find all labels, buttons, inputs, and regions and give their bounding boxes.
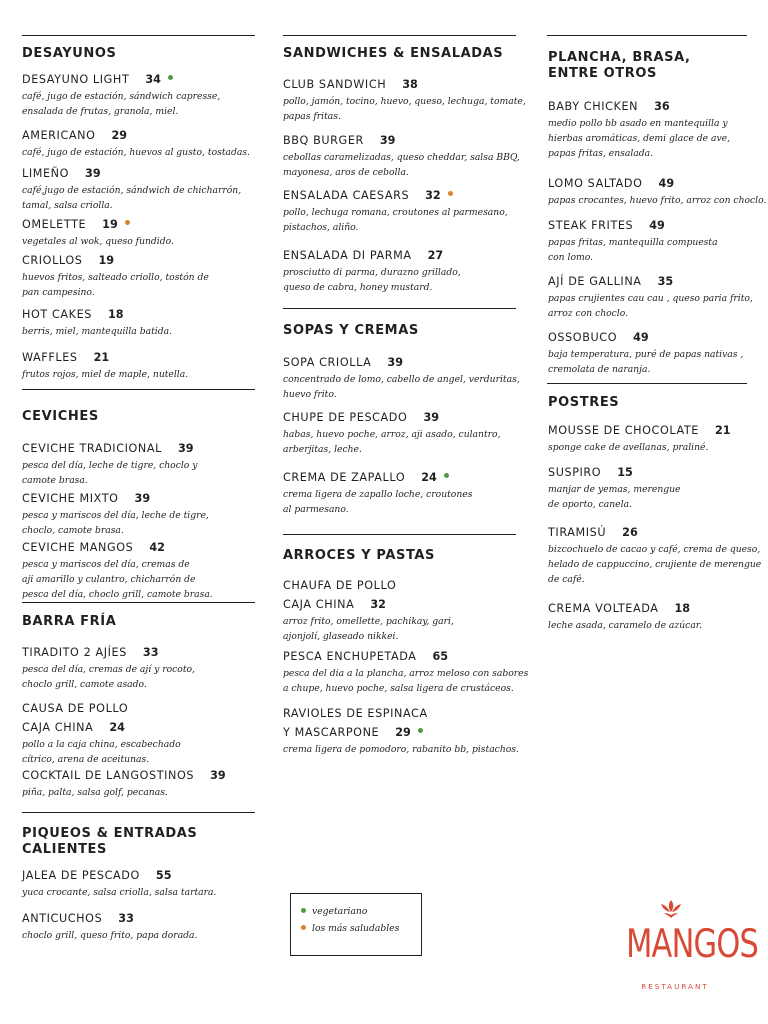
item-price: 32 (370, 598, 386, 611)
item-name: BBQ BURGER (283, 134, 364, 147)
menu-item (22, 697, 181, 767)
vegetarian-dot-icon (448, 191, 453, 196)
menu-item (22, 124, 250, 160)
item-name: LIMEÑO (22, 167, 70, 180)
menu-item (22, 68, 220, 119)
item-name: JALEA DE PESCADO (22, 869, 140, 882)
item-price: 27 (427, 249, 444, 262)
divider (547, 383, 747, 384)
menu-item (548, 270, 753, 321)
item-name: CLUB SANDWICH (283, 78, 387, 91)
item-description: pollo a la caja china, escabechado cítrico, arena de aceitunas. (22, 739, 181, 765)
item-description: cebollas caramelizadas, queso cheddar, salsa BBQ, mayonesa, aros de cebolla. (283, 152, 520, 178)
divider (22, 812, 255, 813)
menu-item (283, 244, 461, 295)
item-name: DESAYUNO LIGHT (22, 73, 130, 86)
item-name: CREMA DE ZAPALLO (283, 471, 406, 484)
section-title-piqueos: PIQUEOS & ENTRADAS CALIENTES (22, 826, 198, 857)
item-description: huevos fritos, salteado criollo, tostón de pan campesino. (22, 272, 209, 298)
item-name: CHUPE DE PESCADO (283, 411, 408, 424)
item-price: 49 (633, 331, 649, 344)
item-price: 29 (111, 129, 128, 142)
section-title-ceviches: CEVICHES (22, 409, 99, 424)
menu-item (22, 907, 197, 943)
item-description: papas crujientes cau cau , queso paria frito, arroz con choclo. (548, 293, 753, 319)
item-price: 15 (617, 466, 633, 479)
item-price: 39 (210, 769, 226, 782)
item-price: 55 (155, 869, 172, 882)
vegetarian-dot-icon (301, 908, 306, 913)
item-description: piña, palta, salsa golf, pecanas. (22, 787, 168, 798)
item-price: 49 (649, 219, 665, 232)
menu-item (22, 641, 195, 692)
item-name: PESCA ENCHUPETADA (283, 650, 417, 663)
item-price: 39 (423, 411, 440, 424)
menu-item (22, 346, 188, 382)
healthy-dot-icon (168, 75, 173, 80)
section-title-postres: POSTRES (548, 395, 620, 410)
item-name: ENSALADA CAESARS (283, 189, 410, 202)
item-name: CREMA VOLTEADA (548, 602, 659, 615)
menu-item (548, 419, 731, 455)
item-description: choclo grill, queso frito, papa dorada. (22, 930, 198, 941)
item-name: CAUSA DE POLLO CAJA CHINA (22, 702, 129, 734)
item-price: 19 (98, 254, 115, 267)
item-description: yuca crocante, salsa criolla, salsa tartara. (22, 887, 217, 898)
section-title-sandwiches: SANDWICHES & ENSALADAS (283, 46, 504, 61)
menu-item (283, 73, 526, 124)
section-title-plancha: PLANCHA, BRASA, ENTRE OTROS (548, 50, 691, 81)
menu-item (22, 213, 174, 249)
logo-wordmark: MANGOS (626, 922, 759, 967)
menu-item (283, 184, 508, 235)
item-description: pesca del día, leche de tigre, choclo y camote brasa. (22, 460, 198, 486)
menu-item (22, 487, 209, 538)
menu-item (548, 521, 761, 587)
healthy-dot-icon (301, 925, 306, 930)
logo-subtitle: RESTAURANT (641, 982, 709, 991)
menu-item (22, 303, 172, 339)
menu-item (548, 461, 681, 512)
mango-leaf-icon (658, 898, 684, 920)
item-price: 21 (714, 424, 731, 437)
item-price: 36 (654, 100, 670, 113)
item-name: OMELETTE (22, 218, 87, 231)
legend-healthy (301, 923, 399, 934)
item-description: pesca del día, cremas de ají y rocoto, choclo grill, camote asado. (22, 664, 195, 690)
menu-item (22, 249, 209, 300)
item-description: pollo, lechuga romana, croutones al parmesano, pistachos, aliño. (283, 207, 508, 233)
item-description: pesca y mariscos del día, leche de tigre, choclo, camote brasa. (22, 510, 209, 536)
section-title-sopas: SOPAS Y CREMAS (283, 323, 419, 338)
item-description: café, jugo de estación, sándwich capresse, ensalada de frutas, granola, miel. (22, 91, 221, 117)
menu-item (22, 764, 226, 800)
item-name: CRIOLLOS (22, 254, 83, 267)
item-description: papas crocantes, huevo frito, arroz con choclo. (548, 195, 767, 206)
item-price: 39 (134, 492, 151, 505)
item-description: crema ligera de pomodoro, rabanito bb, pistachos. (283, 744, 519, 755)
item-description: arroz frito, omellette, pachikay, gari, ajonjolí, glaseado nikkei. (283, 616, 454, 642)
item-price: 18 (674, 602, 691, 615)
item-name: COCKTAIL DE LANGOSTINOS (22, 769, 195, 782)
item-description: medio pollo bb asado en mantequilla y hierbas aromáticas, demi glace de ave, papas fritas, ensalada. (548, 118, 731, 159)
item-description: baja temperatura, puré de papas nativas , cremolata de naranja. (548, 349, 744, 375)
item-price: 34 (145, 73, 161, 86)
item-description: pollo, jamón, tocino, huevo, queso, lechuga, tomate, papas fritas. (283, 96, 526, 122)
divider (547, 35, 747, 36)
item-price: 49 (658, 177, 675, 190)
item-name: STEAK FRITES (548, 219, 634, 232)
divider (283, 35, 516, 36)
section-title-desayunos: DESAYUNOS (22, 46, 117, 61)
item-name: WAFFLES (22, 351, 78, 364)
divider (22, 35, 255, 36)
item-description: pesca del dia a la plancha, arroz meloso con sabores a chupe, huevo poche, salsa ligera de crustáceos. (283, 668, 529, 694)
item-name: TIRAMISÚ (548, 526, 607, 539)
item-description: manjar de yemas, merengue de oporto, canela. (548, 484, 681, 510)
menu-item (548, 214, 718, 265)
item-description: vegetales al wok, queso fundido. (22, 236, 174, 247)
item-name: OSSOBUCO (548, 331, 618, 344)
item-price: 39 (85, 167, 101, 180)
menu-item (283, 645, 528, 696)
item-name: LOMO SALTADO (548, 177, 643, 190)
item-description: pesca y mariscos del día, cremas de aji amarillo y culantro, chicharrón de pesca del día, choclo grill, camote brasa. (22, 559, 213, 600)
item-description: leche asada, caramelo de azúcar. (548, 620, 703, 631)
section-title-arroces: ARROCES Y PASTAS (283, 548, 436, 563)
item-description: berris, miel, mantequilla batida. (22, 326, 172, 337)
item-name: ENSALADA DI PARMA (283, 249, 412, 262)
item-description: crema ligera de zapallo loche, croutones al parmesano. (283, 489, 473, 515)
item-name: TIRADITO 2 AJÍES (22, 646, 127, 659)
item-description: bizcochuelo de cacao y café, crema de queso, helado de cappuccino, crujiente de merengue de café. (548, 544, 762, 585)
item-price: 19 (102, 218, 118, 231)
menu-item (22, 536, 213, 602)
item-price: 39 (387, 356, 403, 369)
item-description: café,jugo de estación, sándwich de chicharrón, tamal, salsa criolla. (22, 185, 242, 211)
item-name: AJÍ DE GALLINA (548, 275, 642, 288)
item-price: 42 (149, 541, 165, 554)
item-description: frutos rojos, miel de maple, nutella. (22, 369, 189, 380)
item-price: 26 (622, 526, 638, 539)
item-description: habas, huevo poche, arroz, aji asado, culantro, arberjitas, leche. (283, 429, 501, 455)
item-name: SOPA CRIOLLA (283, 356, 372, 369)
item-name: BABY CHICKEN (548, 100, 639, 113)
menu-item (22, 162, 241, 213)
item-description: concentrado de lomo, cabello de angel, verduritas, huevo frito. (283, 374, 520, 400)
item-price: 29 (395, 726, 411, 739)
legend-vegetarian (301, 906, 367, 917)
item-name: MOUSSE DE CHOCOLATE (548, 424, 699, 437)
menu-item (283, 406, 501, 457)
item-name: ANTICUCHOS (22, 912, 103, 925)
divider (22, 602, 255, 603)
menu-item (22, 437, 197, 488)
item-name: AMERICANO (22, 129, 96, 142)
item-price: 65 (432, 650, 449, 663)
item-price: 38 (402, 78, 418, 91)
item-price: 35 (657, 275, 674, 288)
menu-item (283, 574, 454, 644)
item-price: 33 (142, 646, 159, 659)
item-price: 24 (421, 471, 437, 484)
divider (283, 308, 516, 309)
item-name: CHAUFA DE POLLO CAJA CHINA (283, 579, 397, 611)
menu-item (283, 351, 520, 402)
item-price: 21 (93, 351, 110, 364)
item-name: HOT CAKES (22, 308, 92, 321)
item-name: CEVICHE TRADICIONAL (22, 442, 162, 455)
item-name: RAVIOLES DE ESPINACA Y MASCARPONE (283, 707, 428, 739)
item-name: CEVICHE MANGOS (22, 541, 134, 554)
item-description: prosciutto di parma, durazno grillado, queso de cabra, honey mustard. (283, 267, 461, 293)
item-price: 32 (425, 189, 441, 202)
vegetarian-dot-icon (125, 220, 130, 225)
legend-box (290, 893, 422, 956)
item-name: SUSPIRO (548, 466, 602, 479)
item-description: café, jugo de estación, huevos al gusto, tostadas. (22, 147, 250, 158)
legend-healthy-label: los más saludables (312, 923, 400, 934)
item-price: 39 (379, 134, 396, 147)
divider (22, 389, 255, 390)
menu-item (548, 172, 766, 208)
healthy-dot-icon (418, 728, 423, 733)
item-price: 33 (118, 912, 134, 925)
divider (283, 534, 516, 535)
healthy-dot-icon (444, 473, 449, 478)
item-name: CEVICHE MIXTO (22, 492, 119, 505)
menu-item (283, 466, 472, 517)
item-price: 39 (177, 442, 194, 455)
item-description: papas fritas, mantequilla compuesta con lomo. (548, 237, 718, 263)
section-title-barra-fria: BARRA FRÍA (22, 614, 117, 629)
item-price: 18 (107, 308, 124, 321)
menu-item (283, 702, 519, 757)
menu-item (548, 326, 743, 377)
menu-item (22, 864, 216, 900)
menu-item (548, 597, 702, 633)
item-description: sponge cake de avellanas, praliné. (548, 442, 709, 453)
menu-item (548, 95, 730, 161)
legend-vegetarian-label: vegetariano (312, 906, 368, 917)
item-price: 24 (109, 721, 125, 734)
menu-item (283, 129, 520, 180)
